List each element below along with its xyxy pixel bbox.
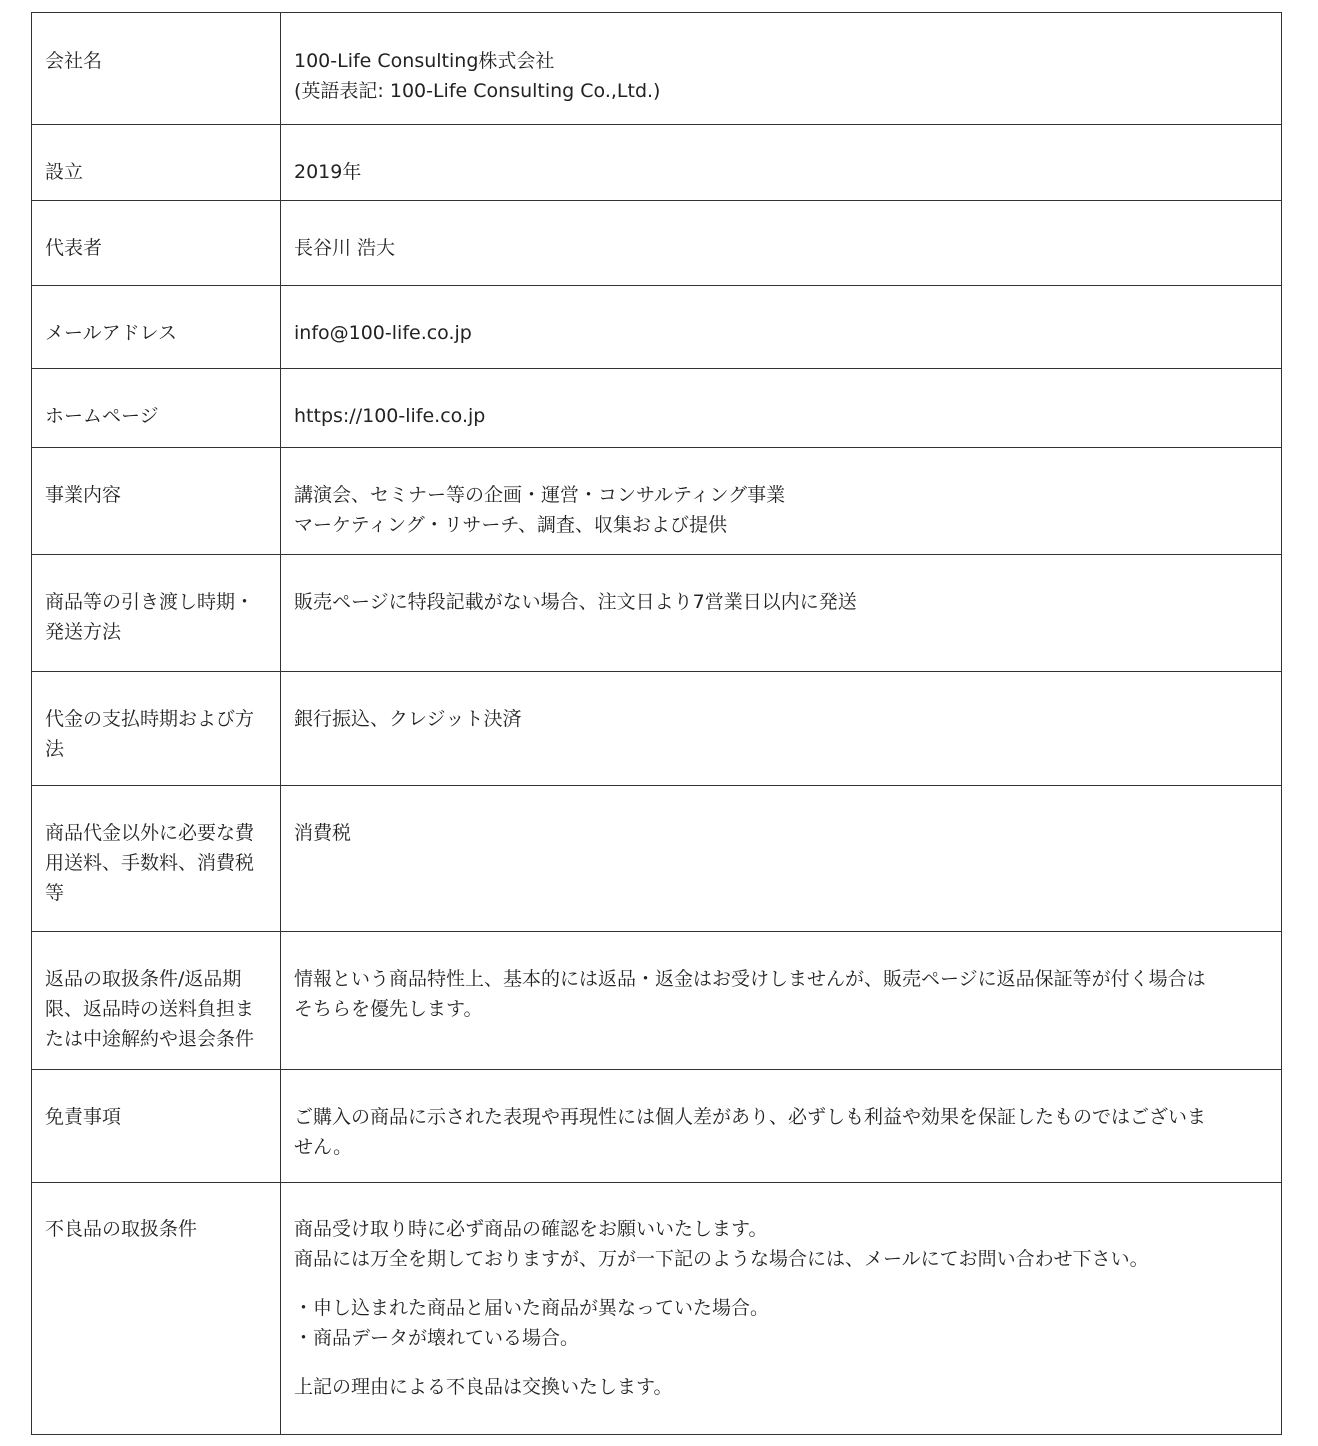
value-line: 消費税 bbox=[294, 822, 352, 844]
table-row-email bbox=[32, 286, 1282, 369]
label-line: 事業内容 bbox=[45, 484, 122, 506]
label-line: 発送方法 bbox=[45, 621, 122, 643]
row-label-established bbox=[32, 125, 281, 201]
table-row-representative bbox=[32, 201, 1282, 286]
email-link[interactable]: info@100-life.co.jp bbox=[294, 322, 472, 344]
label-line: 商品等の引き渡し時期・ bbox=[45, 591, 255, 613]
value-line: 講演会、セミナー等の企画・運営・コンサルティング事業 bbox=[294, 484, 786, 506]
row-label-company-name bbox=[32, 13, 281, 125]
label-line: メールアドレス bbox=[45, 322, 178, 344]
label-line: 設立 bbox=[45, 161, 84, 183]
table-row-business bbox=[32, 448, 1282, 555]
value-line: (英語表記: 100-Life Consulting Co.,Ltd.) bbox=[294, 80, 661, 102]
value-line: 商品には万全を期しておりますが、万が一下記のような場合には、メールにてお問い合わせ下さい。 bbox=[294, 1248, 1149, 1270]
row-label-payment bbox=[32, 672, 281, 786]
company-info-table bbox=[31, 12, 1282, 1435]
row-value-payment bbox=[281, 672, 1282, 786]
value-line: 情報という商品特性上、基本的には返品・返金はお受けしませんが、販売ページに返品保証等が付く場合は bbox=[294, 968, 1206, 990]
value-line: 長谷川 浩大 bbox=[294, 237, 396, 259]
company-info-table-body bbox=[32, 13, 1282, 1435]
table-row-company-name bbox=[32, 13, 1282, 125]
row-label-representative bbox=[32, 201, 281, 286]
row-value-delivery bbox=[281, 555, 1282, 672]
row-label-email bbox=[32, 286, 281, 369]
row-value-company-name bbox=[281, 13, 1282, 125]
bullet-line: ・商品データが壊れている場合。 bbox=[294, 1327, 580, 1349]
value-line: 販売ページに特段記載がない場合、注文日より7営業日以内に発送 bbox=[294, 591, 857, 613]
label-line: 返品の取扱条件/返品期 bbox=[45, 968, 242, 990]
value-line: せん。 bbox=[294, 1136, 353, 1158]
label-line: 会社名 bbox=[45, 50, 103, 72]
table-row-returns bbox=[32, 932, 1282, 1070]
row-value-additional-fees bbox=[281, 786, 1282, 932]
row-label-homepage bbox=[32, 369, 281, 448]
value-line: 上記の理由による不良品は交換いたします。 bbox=[294, 1376, 673, 1398]
row-label-delivery bbox=[32, 555, 281, 672]
label-line: 法 bbox=[45, 738, 65, 760]
value-line: 100-Life Consulting株式会社 bbox=[294, 50, 555, 72]
row-label-returns bbox=[32, 932, 281, 1070]
label-line: 等 bbox=[45, 882, 65, 904]
label-line: 不良品の取扱条件 bbox=[45, 1218, 198, 1240]
label-line: 代金の支払時期および方 bbox=[45, 708, 255, 730]
value-line: 商品受け取り時に必ず商品の確認をお願いいたします。 bbox=[294, 1218, 768, 1240]
value-line: 銀行振込、クレジット決済 bbox=[294, 708, 522, 730]
table-row-established bbox=[32, 125, 1282, 201]
table-row-additional-fees bbox=[32, 786, 1282, 932]
value-line: そちらを優先します。 bbox=[294, 998, 483, 1020]
row-label-disclaimer bbox=[32, 1070, 281, 1183]
row-value-disclaimer bbox=[281, 1070, 1282, 1183]
paragraph bbox=[294, 1214, 1268, 1274]
label-line: ホームページ bbox=[45, 405, 159, 427]
paragraph-bullets bbox=[294, 1293, 1268, 1353]
label-line: 用送料、手数料、消費税 bbox=[45, 852, 255, 874]
row-label-business bbox=[32, 448, 281, 555]
row-value-homepage bbox=[281, 369, 1282, 448]
table-row-payment bbox=[32, 672, 1282, 786]
table-row-defective bbox=[32, 1183, 1282, 1435]
value-line: ご購入の商品に示された表現や再現性には個人差があり、必ずしも利益や効果を保証したものではございま bbox=[294, 1106, 1207, 1128]
label-line: 代表者 bbox=[45, 237, 103, 259]
label-line: たは中途解約や退会条件 bbox=[45, 1028, 255, 1050]
row-value-business bbox=[281, 448, 1282, 555]
paragraph bbox=[294, 1372, 1268, 1402]
table-row-disclaimer bbox=[32, 1070, 1282, 1183]
row-value-representative bbox=[281, 201, 1282, 286]
table-row-homepage bbox=[32, 369, 1282, 448]
label-line: 限、返品時の送料負担ま bbox=[45, 998, 255, 1020]
label-line: 免責事項 bbox=[45, 1106, 122, 1128]
row-value-defective bbox=[281, 1183, 1282, 1435]
value-line: マーケティング・リサーチ、調査、収集および提供 bbox=[294, 514, 728, 536]
row-value-established bbox=[281, 125, 1282, 201]
row-label-additional-fees bbox=[32, 786, 281, 932]
homepage-link[interactable]: https://100-life.co.jp bbox=[294, 405, 486, 427]
table-row-delivery bbox=[32, 555, 1282, 672]
value-line: 2019年 bbox=[294, 161, 362, 183]
label-line: 商品代金以外に必要な費 bbox=[45, 822, 255, 844]
bullet-line: ・申し込まれた商品と届いた商品が異なっていた場合。 bbox=[294, 1297, 770, 1319]
row-label-defective bbox=[32, 1183, 281, 1435]
row-value-returns bbox=[281, 932, 1282, 1070]
row-value-email bbox=[281, 286, 1282, 369]
